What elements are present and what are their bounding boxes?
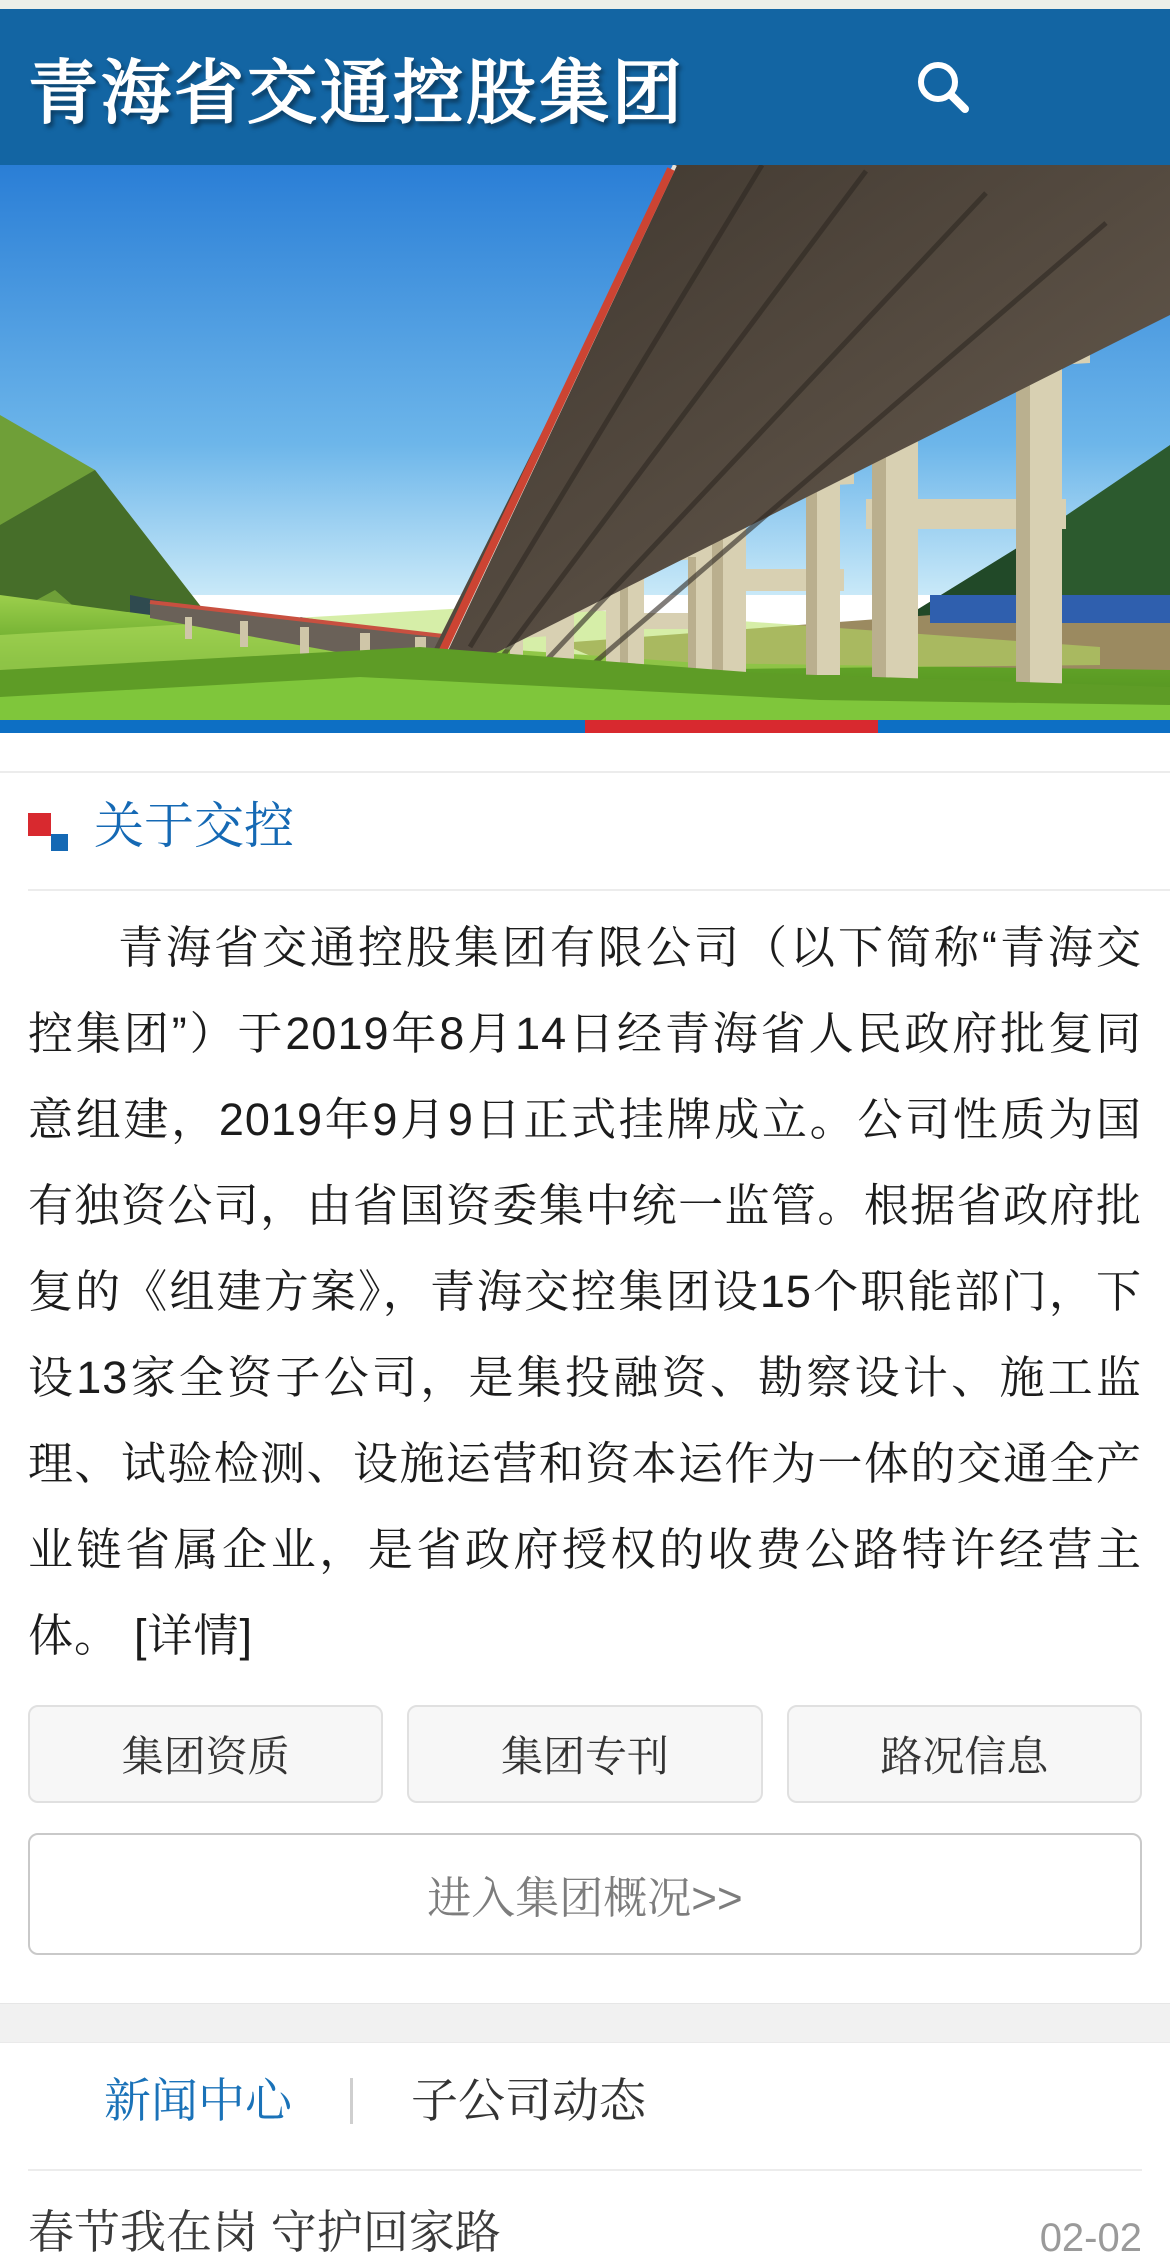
about-section-header [28, 799, 1142, 857]
divider [0, 771, 1170, 773]
news-section [0, 2043, 1170, 2265]
site-logo: 青海省交通控股集团 [28, 37, 685, 138]
hero-image[interactable] [0, 165, 1170, 720]
search-icon [911, 55, 975, 119]
tab-news-center[interactable]: 新闻中心 [104, 2075, 292, 2127]
section-separator [0, 2003, 1170, 2043]
news-item-date: 02-02 [1040, 2205, 1142, 2265]
detail-link[interactable]: [详情] [134, 1610, 253, 1661]
tab-subsidiary-news[interactable]: 子公司动态 [411, 2075, 646, 2127]
carousel-segment-1[interactable] [0, 720, 293, 733]
status-strip [0, 0, 1170, 9]
group-overview-button[interactable]: 进入集团概况>> [28, 1833, 1142, 1955]
about-paragraph-text: 青海省交通控股集团有限公司（以下简称“青海交控集团”）于2019年8月14日经青海省人民政府批复同意组建，2019年9月9日正式挂牌成立。公司性质为国有独资公司，由省国资委集中统一监管。根据省政府批复的《组建方案》，青海交控集团设15个职能部门，下设13家全资子公司，是集投融资、勘察设计、施工监理、试验检测、设施运营和资本运作为一体的交通全产业链省属企业，是省政府授权的收费公路特许经营主体。 [28, 922, 1142, 1661]
news-item-title: 春节我在岗 守护回家路 [28, 2205, 501, 2259]
divider [28, 889, 1170, 891]
carousel-segment-2[interactable] [293, 720, 586, 733]
about-paragraph [28, 905, 1142, 1679]
carousel-segment-4[interactable] [878, 720, 1170, 733]
carousel-segment-3-active[interactable] [585, 720, 878, 733]
section-title: 关于交控 [94, 799, 294, 853]
about-section [0, 799, 1170, 1955]
tab-divider [350, 2078, 353, 2124]
quick-link-journal[interactable]: 集团专刊 [407, 1705, 762, 1803]
section-bullet-icon [28, 813, 72, 857]
search-button[interactable] [911, 55, 975, 119]
news-tabs [0, 2043, 1170, 2127]
carousel-indicator[interactable] [0, 720, 1170, 733]
hero-bridge-illustration [0, 165, 1170, 720]
quick-links-row [28, 1705, 1142, 1803]
quick-link-traffic-info[interactable]: 路况信息 [787, 1705, 1142, 1803]
news-list-item[interactable] [28, 2205, 1142, 2265]
divider [28, 2169, 1142, 2171]
quick-link-qualifications[interactable]: 集团资质 [28, 1705, 383, 1803]
app-header [0, 9, 1170, 165]
